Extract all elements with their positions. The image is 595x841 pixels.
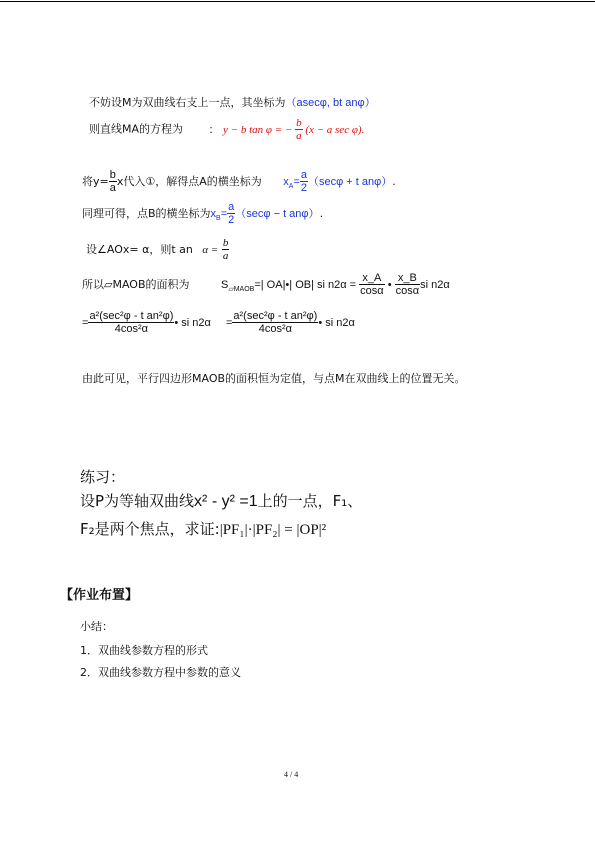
line7-eq1: = (82, 316, 89, 329)
line4-afrac-num: a (228, 201, 235, 213)
line6-s: S (221, 278, 229, 291)
line6-frac2-den: cosα (395, 285, 420, 297)
line3-xa-sub: A (288, 183, 294, 191)
line2-frac (295, 118, 303, 142)
line7-frac1-den: 4cos²α (88, 322, 174, 335)
line4-xb: x (210, 207, 217, 220)
line3-paren: （secφ + t anφ） (308, 176, 393, 188)
line7-frac2-num: a²(sec²φ - t an²φ) (233, 310, 318, 322)
line4-text: 同理可得，点B的横坐标为 (82, 206, 211, 220)
line3-mid: x代入①，解得点A的横坐标为 (116, 175, 262, 188)
line2-equation (223, 117, 365, 142)
exercise-line1-eq: x² - y² =1 (194, 493, 258, 510)
line3-xa: x (283, 176, 289, 188)
line3-afrac (300, 170, 308, 194)
line4-paren: （secφ − t anφ） (235, 207, 320, 220)
line5-text: 设∠AOx= α，则t an (86, 243, 193, 256)
line2-frac-num: b (296, 117, 302, 129)
line7-mid: • si n2α (174, 316, 211, 329)
line7-eq2: = (225, 316, 233, 329)
text-line-8: 由此可见，平行四边形MAOB的面积恒为定值，与点M在双曲线上的位置无关。 (82, 372, 466, 385)
text-line-7 (82, 311, 355, 335)
line3-afrac-den: 2 (300, 182, 307, 195)
exercise-title: 练习： (80, 468, 126, 486)
exercise-line-1 (80, 490, 362, 511)
summary-label: 小结： (80, 620, 113, 633)
line3-afrac-num: a (300, 169, 307, 182)
exercise-line2-a: F₂是两个焦点，求证: (80, 520, 220, 538)
line4-afrac-den: 2 (228, 214, 235, 226)
exercise-line2-eq: |PF₁|·|PF₂| = |OP|² (219, 522, 327, 538)
line6-frac1-num: x_A (362, 272, 382, 284)
homework-heading: 【作业布置】 (60, 588, 139, 603)
text-line-6 (82, 273, 450, 297)
line1-coord: （asecφ, bt anφ） (285, 97, 376, 109)
line7-end: • si n2α (318, 316, 355, 329)
line4-end: . (319, 206, 324, 220)
line6-area-expr (221, 272, 450, 297)
text-line-1 (89, 94, 376, 110)
page-number: 4 / 4 (284, 770, 299, 779)
line2-frac-den: a (296, 130, 302, 142)
text-line-2 (89, 118, 364, 142)
summary-item-1: 1．双曲线参数方程的形式 (80, 644, 208, 657)
line5-alpha: α = (202, 244, 219, 256)
line7-frac1 (88, 311, 174, 335)
exercise-line-2 (80, 518, 326, 539)
exercise-line1-b: 上的一点，F₁、 (257, 492, 363, 510)
line1-text: 不妨设M为双曲线右支上一点，其坐标为 (89, 96, 286, 109)
top-rule (0, 1, 595, 2)
line6-frac1-den: cosα (360, 285, 384, 297)
text-line-5 (86, 238, 229, 262)
line6-frac2-num: x_B (397, 272, 417, 284)
line5-frac-num: b (222, 237, 229, 249)
line3-frac-den: a (109, 182, 116, 194)
line4-xb-expr (210, 201, 320, 226)
summary-item-2: 2．双曲线参数方程中参数的意义 (80, 666, 241, 679)
line5-frac-den: a (222, 250, 229, 262)
line6-text: 所以▱MAOB的面积为 (82, 277, 190, 291)
line3-frac-num: b (109, 169, 116, 181)
line6-frac1 (359, 273, 384, 297)
line3-end: . (392, 175, 396, 188)
line3-eq: = (293, 176, 300, 188)
line3-frac (109, 170, 117, 194)
text-line-4 (82, 202, 323, 226)
line7-frac2-den: 4cos²α (232, 322, 318, 335)
line2-colon: ： (208, 122, 220, 136)
line6-eq: =| OA|•| OB| si n2α = (254, 278, 357, 291)
line5-frac (222, 238, 230, 262)
line6-s-sub: ▱MAOB (228, 286, 255, 294)
line2-eq-right: (x − a sec φ). (305, 123, 365, 136)
line7-frac1-num: a²(sec²φ - t an²φ) (89, 310, 174, 322)
line3-xa-expr (283, 169, 393, 195)
exercise-line1-a: 设P为等轴双曲线 (80, 492, 195, 510)
line6-end: si n2α (420, 278, 450, 291)
line2-eq-left: y − b tan φ = − (223, 123, 293, 136)
text-line-3 (82, 170, 396, 194)
line6-dot: • (387, 278, 392, 291)
line2-text: 则直线MA的方程为 (89, 122, 184, 136)
line7-frac2 (232, 311, 318, 335)
line4-eq: = (220, 207, 228, 220)
line6-frac2 (395, 273, 420, 297)
line3-prefix: 将y= (82, 175, 109, 188)
line4-xb-sub: B (216, 215, 221, 223)
